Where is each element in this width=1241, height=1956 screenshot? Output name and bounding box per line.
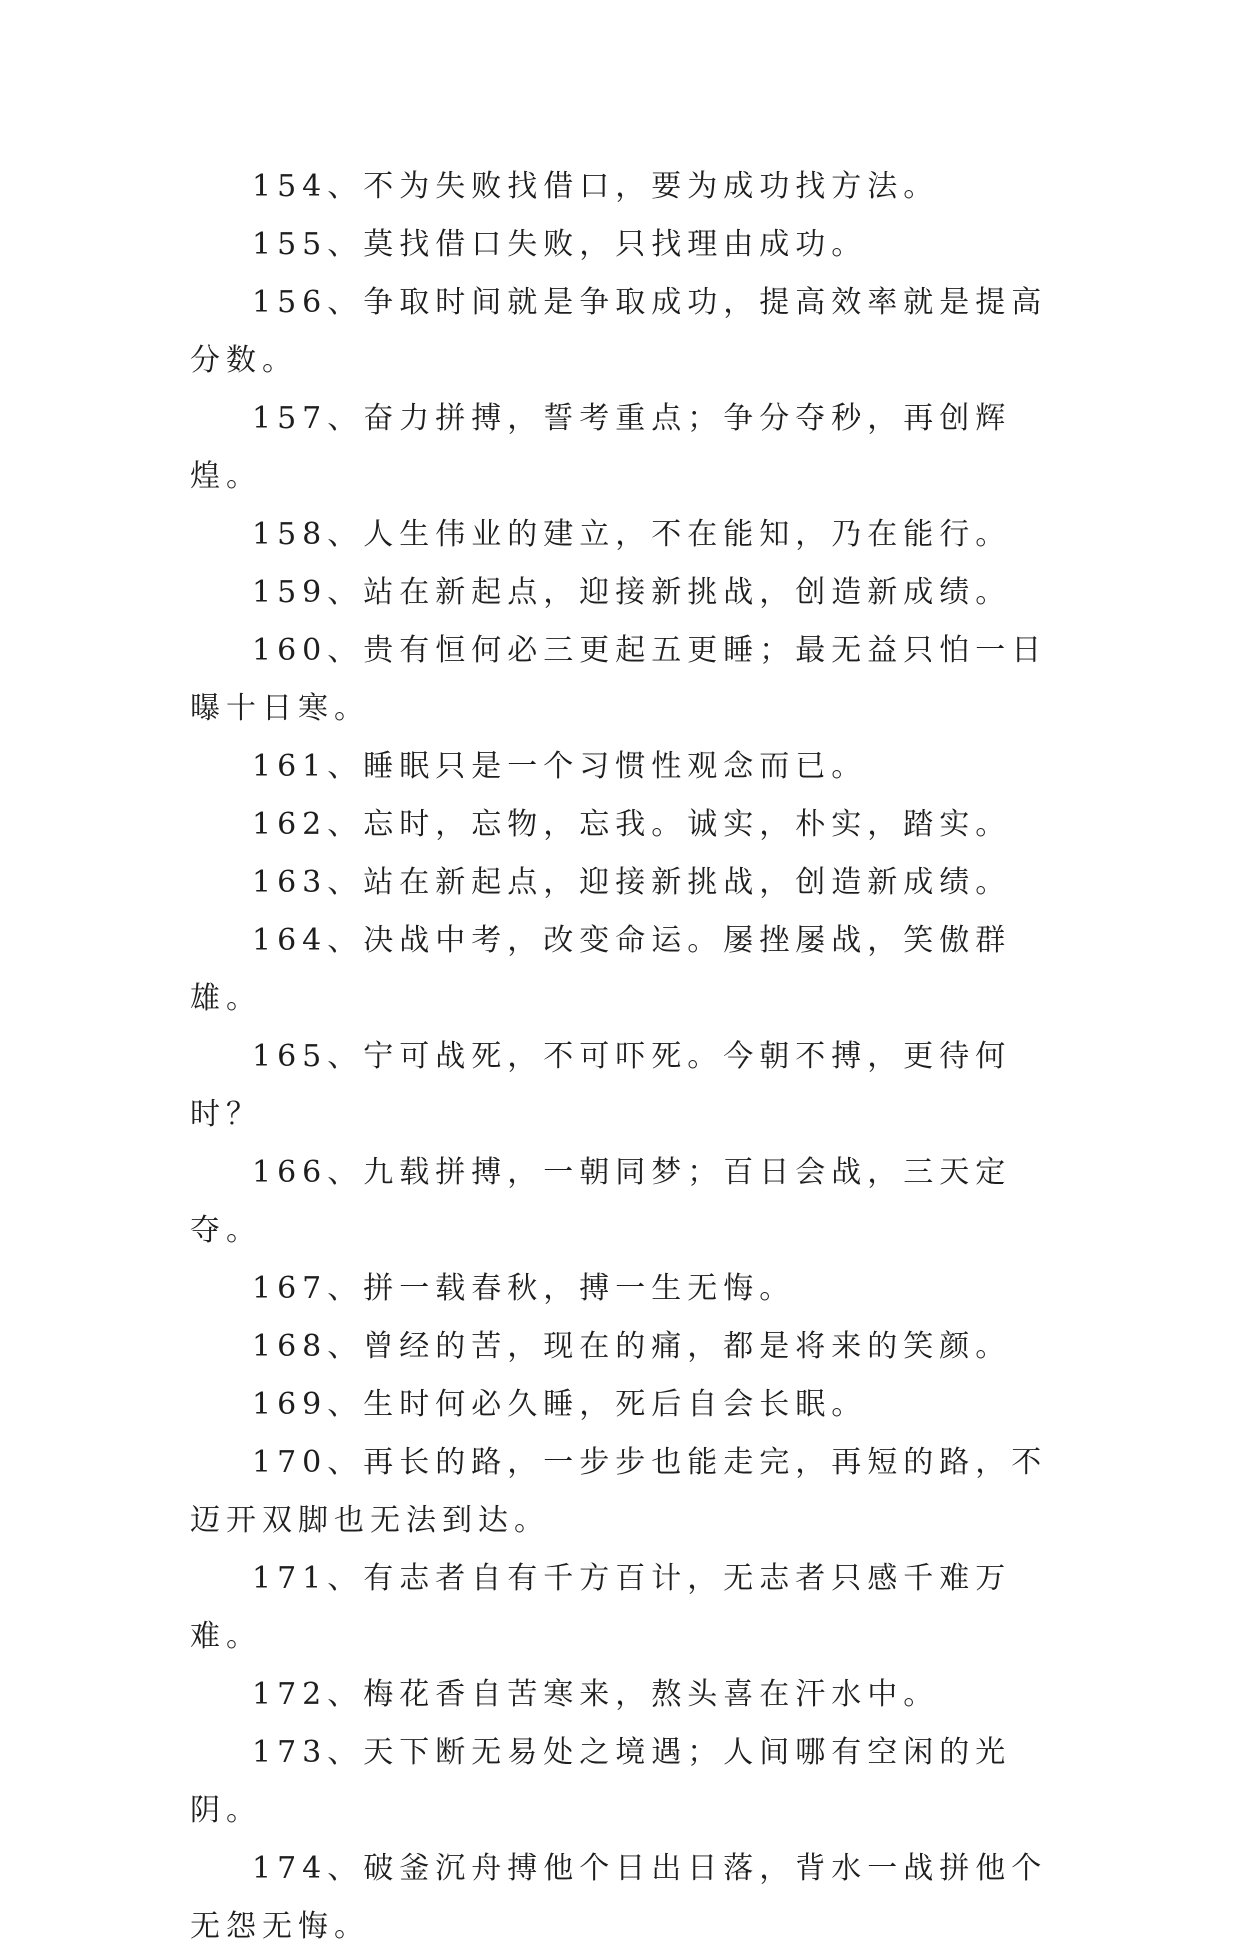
- paragraph-160: 160、贵有恒何必三更起五更睡；最无益只怕一日曝十日寒。: [190, 633, 1048, 726]
- paragraph-166: 166、九载拼搏，一朝同梦；百日会战，三天定夺。: [190, 1155, 1012, 1248]
- paragraph-156: 156、争取时间就是争取成功，提高效率就是提高分数。: [190, 285, 1048, 378]
- paragraph-169: 169、生时何必久睡，死后自会长眠。: [252, 1387, 868, 1422]
- paragraph-168: 168、曾经的苦，现在的痛，都是将来的笑颜。: [252, 1329, 1012, 1364]
- paragraph-158: 158、人生伟业的建立，不在能知，乃在能行。: [252, 517, 1012, 552]
- paragraph-167: 167、拼一载春秋，搏一生无悔。: [252, 1271, 796, 1306]
- document-body: [190, 158, 1060, 1956]
- paragraph-157: 157、奋力拼搏，誓考重点；争分夺秒，再创辉煌。: [190, 401, 1012, 494]
- paragraph-165: 165、宁可战死，不可吓死。今朝不搏，更待何时？: [190, 1039, 1012, 1132]
- paragraph-154: 154、不为失败找借口，要为成功找方法。: [252, 169, 940, 204]
- paragraph-172: 172、梅花香自苦寒来，熬头喜在汗水中。: [252, 1677, 940, 1712]
- paragraph-171: 171、有志者自有千方百计，无志者只感千难万难。: [190, 1561, 1012, 1654]
- paragraph-173: 173、天下断无易处之境遇；人间哪有空闲的光阴。: [190, 1735, 1012, 1828]
- paragraph-162: 162、忘时，忘物，忘我。诚实，朴实，踏实。: [252, 807, 1012, 842]
- paragraph-163: 163、站在新起点，迎接新挑战，创造新成绩。: [252, 865, 1012, 900]
- paragraph-155: 155、莫找借口失败，只找理由成功。: [252, 227, 868, 262]
- paragraph-161: 161、睡眠只是一个习惯性观念而已。: [252, 749, 868, 784]
- paragraph-174: 174、破釜沉舟搏他个日出日落，背水一战拼他个无怨无悔。: [190, 1851, 1048, 1944]
- paragraph-164: 164、决战中考，改变命运。屡挫屡战，笑傲群雄。: [190, 923, 1012, 1016]
- paragraph-159: 159、站在新起点，迎接新挑战，创造新成绩。: [252, 575, 1012, 610]
- paragraph-170: 170、再长的路，一步步也能走完，再短的路，不迈开双脚也无法到达。: [190, 1445, 1048, 1538]
